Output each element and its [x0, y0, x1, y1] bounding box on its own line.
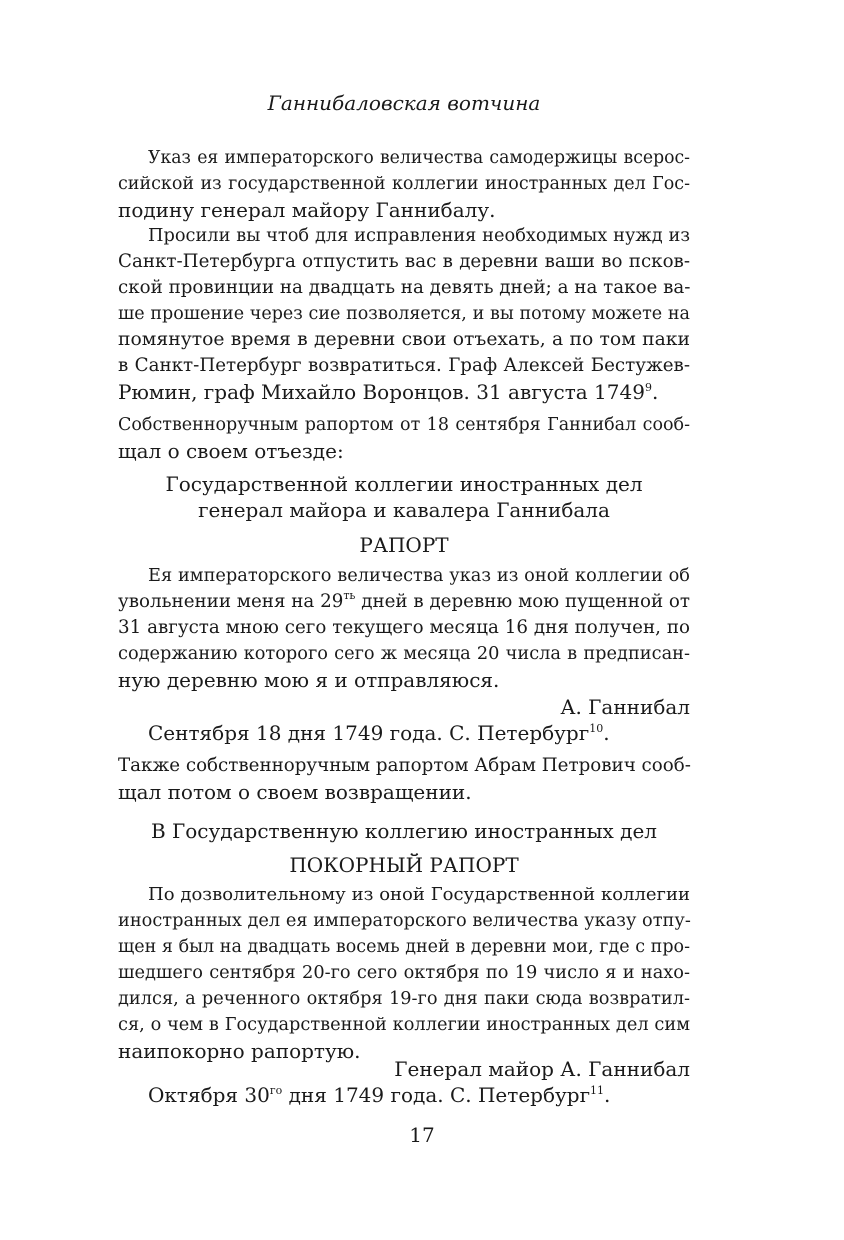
report2-address: В Государственную коллегию иностранных дел	[150, 819, 658, 843]
report1-line-1: Ея императорского величества указ из оной коллегии об	[148, 566, 690, 586]
report1-line-3: 31 августа мною сего текущего месяца 16 дня получен, по	[118, 617, 690, 638]
report2-line-6: ся, о чем в Государственной коллегии иностранных дел сим	[118, 1015, 690, 1035]
decree-line-3: подину генерал майору Ганнибалу.	[118, 198, 496, 222]
report2-line-2: иностранных дел ея императорского величества указу отпу-	[118, 911, 691, 931]
report1-line-2: увольнении меня на $29^{ть}$ дней в деревню мою пущенной от	[118, 589, 691, 612]
report2-title: ПОКОРНЫЙ РАПОРТ	[289, 853, 519, 877]
report2-line-5: дился, а реченного октября 19-го дня паки сюда возвратил-	[118, 989, 690, 1009]
footnote-marker-11: 11	[590, 1084, 605, 1097]
report1-line-4: содержанию которого сего ж месяца 20 числа в предписан-	[118, 644, 690, 664]
intro2-line-2: щал потом о своем возвращении.	[118, 780, 472, 804]
intro1-line-2: щал о своем отъезде:	[118, 439, 344, 463]
footnote-marker-10: 10	[589, 722, 604, 735]
decree-line-7: ше прошение через сие позволяется, и вы потому можете на	[118, 304, 690, 324]
report2-date: Октября $30^{го}$ дня 1749 года. С. Петербург$^{11}$.	[148, 1083, 611, 1107]
decree-line-5: Санкт-Петербурга отпустить вас в деревни ваши во псков-	[118, 251, 690, 272]
report1-address-1: Государственной коллегии иностранных дел	[165, 472, 643, 496]
report2-line-7: наипокорно рапортую.	[118, 1039, 361, 1063]
report2-line-4: шедшего сентября 20-го сего октября по 19 число я и нахо-	[118, 963, 690, 983]
report1-line-5: ную деревню мою я и отправляюся.	[118, 668, 500, 692]
decree-line-10: Рюмин, граф Михайло Воронцов. 31 августа 1749$^9$.	[118, 380, 659, 404]
footnote-marker-9: 9	[644, 381, 652, 394]
decree-line-2: сийской из государственной коллегии иностранных дел Гос-	[118, 174, 690, 194]
intro1-line-1: Собственноручным рапортом от 18 сентября Ганнибал сооб-	[118, 415, 690, 435]
report1-address-2: генерал майора и кавалера Ганнибала	[198, 498, 610, 522]
report1-title: РАПОРТ	[359, 533, 449, 557]
report2-line-3: щен я был на двадцать восемь дней в деревни мои, где с про-	[118, 937, 690, 957]
page-number: 17	[409, 1123, 435, 1147]
decree-line-8: помянутое время в деревни свои отъехать, а по том паки	[118, 329, 690, 350]
running-header: Ганнибаловская вотчина	[267, 91, 541, 115]
decree-line-1: Указ ея императорского величества самодержицы всерос-	[148, 148, 690, 168]
intro2-line-1: Также собственноручным рапортом Абрам Петрович сооб-	[118, 755, 691, 776]
report2-signature: Генерал майор А. Ганнибал	[394, 1057, 690, 1081]
decree-line-9: в Санкт-Петербург возвратиться. Граф Алексей Бестужев-	[118, 355, 690, 376]
report1-signature: А. Ганнибал	[560, 695, 690, 719]
report2-line-1: По дозволительному из оной Государственной коллегии	[148, 884, 690, 905]
decree-line-4: Просили вы чтоб для исправления необходимых нужд из	[148, 226, 690, 246]
decree-line-6: ской провинции на двадцать на девять дней; а на такое ва-	[118, 277, 691, 298]
report1-date: Сентября 18 дня 1749 года. С. Петербург$^{10}$.	[148, 721, 610, 745]
